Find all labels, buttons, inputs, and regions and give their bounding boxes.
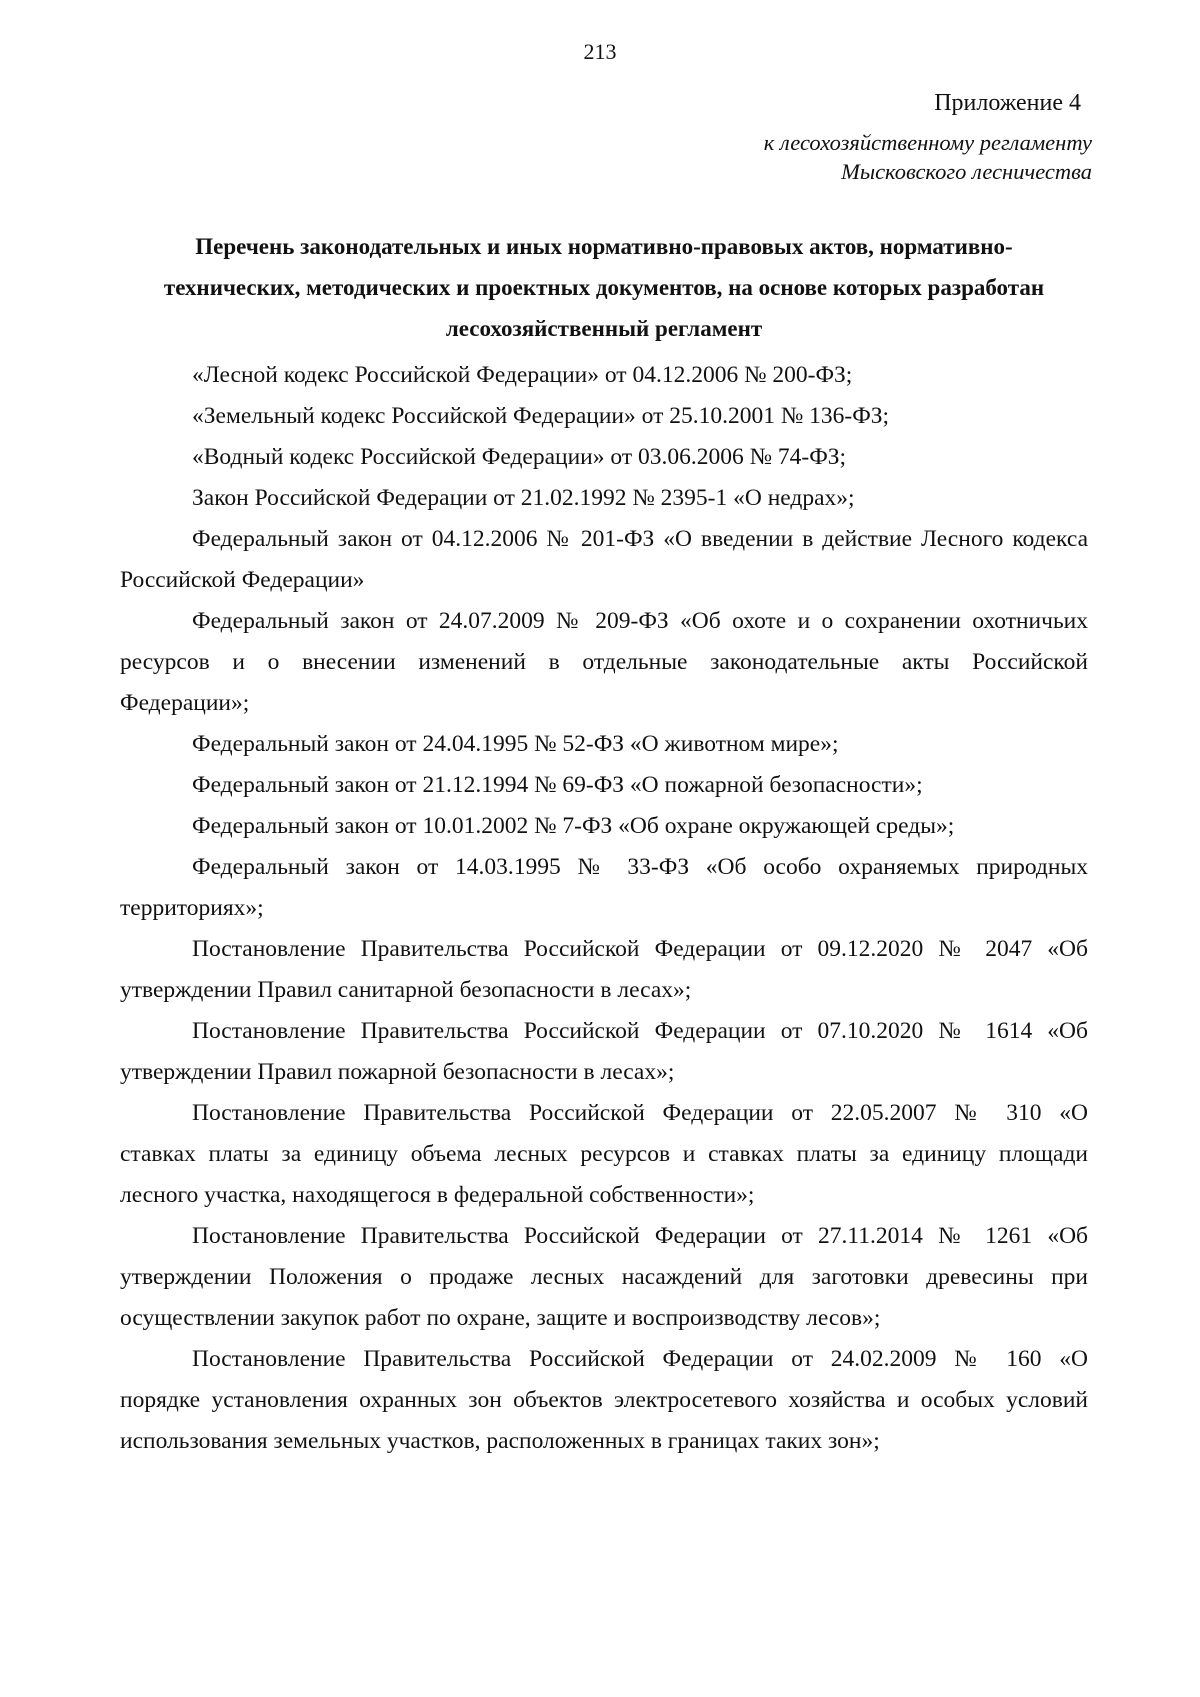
list-item-line: территориях»; — [120, 895, 264, 921]
list-item — [120, 396, 1088, 437]
legal-acts-list — [120, 355, 1088, 1462]
heading-line: лесохозяйственный регламент — [445, 316, 763, 341]
list-item-line: Федеральный закон от 24.04.1995 № 52-ФЗ «О животном мире»; — [192, 731, 839, 757]
list-item-line: Федеральный закон от 24.07.2009 № 209-ФЗ «Об охоте и о сохранении охотничьих — [192, 608, 1088, 634]
annex-subtitle-line: к лесохозяйственному регламенту — [763, 130, 1092, 155]
list-item — [120, 601, 1088, 724]
list-item-line: осуществлении закупок работ по охране, защите и воспроизводству лесов»; — [120, 1305, 881, 1331]
list-item-line: «Лесной кодекс Российской Федерации» от 04.12.2006 № 200-ФЗ; — [192, 362, 853, 388]
list-item — [120, 1216, 1088, 1339]
list-item-line: Постановление Правительства Российской Федерации от 24.02.2009 № 160 «О — [192, 1346, 1088, 1372]
annex-subtitle — [764, 128, 1092, 186]
list-item-line: утверждении Правил санитарной безопасности в лесах»; — [120, 977, 692, 1003]
list-item — [120, 1093, 1088, 1216]
heading-line: Перечень законодательных и иных нормативно-правовых актов, нормативно- — [195, 234, 1013, 259]
list-item-line: Федерации»; — [120, 690, 250, 716]
list-item-line: «Земельный кодекс Российской Федерации» от 25.10.2001 № 136-ФЗ; — [192, 403, 890, 429]
list-item — [120, 437, 1088, 478]
document-heading — [120, 226, 1088, 349]
list-item — [120, 765, 1088, 806]
list-item — [120, 519, 1088, 601]
list-item — [120, 806, 1088, 847]
annex-title: Приложение 4 — [934, 90, 1081, 116]
list-item — [120, 1011, 1088, 1093]
list-item-line: Федеральный закон от 21.12.1994 № 69-ФЗ «О пожарной безопасности»; — [192, 772, 923, 798]
list-item — [120, 478, 1088, 519]
list-item-line: Федеральный закон от 10.01.2002 № 7-ФЗ «Об охране окружающей среды»; — [192, 813, 955, 839]
list-item-line: «Водный кодекс Российской Федерации» от 03.06.2006 № 74-ФЗ; — [192, 444, 847, 470]
list-item-line: Федеральный закон от 04.12.2006 № 201-ФЗ «О введении в действие Лесного кодекса — [192, 526, 1088, 552]
list-item — [120, 724, 1088, 765]
list-item-line: Постановление Правительства Российской Федерации от 09.12.2020 № 2047 «Об — [192, 936, 1088, 962]
list-item-line: ресурсов и о внесении изменений в отдельные законодательные акты Российской — [120, 649, 1088, 675]
list-item — [120, 355, 1088, 396]
list-item — [120, 847, 1088, 929]
list-item-line: утверждении Положения о продаже лесных насаждений для заготовки древесины при — [120, 1264, 1088, 1290]
list-item-line: Постановление Правительства Российской Федерации от 07.10.2020 № 1614 «Об — [192, 1018, 1088, 1044]
list-item-line: лесного участка, находящегося в федеральной собственности»; — [120, 1182, 755, 1208]
annex-subtitle-line: Мысковского лесничества — [841, 159, 1092, 184]
list-item-line: Постановление Правительства Российской Федерации от 27.11.2014 № 1261 «Об — [192, 1223, 1088, 1249]
list-item-line: порядке установления охранных зон объектов электросетевого хозяйства и особых условий — [120, 1387, 1088, 1413]
list-item-line: использования земельных участков, расположенных в границах таких зон»; — [120, 1428, 880, 1454]
list-item-line: Федеральный закон от 14.03.1995 № 33-ФЗ «Об особо охраняемых природных — [192, 854, 1088, 880]
list-item-line: Постановление Правительства Российской Федерации от 22.05.2007 № 310 «О — [192, 1100, 1088, 1126]
list-item-line: ставках платы за единицу объема лесных ресурсов и ставках платы за единицу площади — [120, 1141, 1088, 1167]
list-item — [120, 929, 1088, 1011]
heading-line: технических, методических и проектных документов, на основе которых разработан — [163, 275, 1045, 300]
list-item-line: утверждении Правил пожарной безопасности в лесах»; — [120, 1059, 675, 1085]
list-item — [120, 1339, 1088, 1462]
page-number: 213 — [583, 39, 617, 64]
list-item-line: Закон Российской Федерации от 21.02.1992 № 2395-1 «О недрах»; — [192, 485, 855, 511]
list-item-line: Российской Федерации» — [120, 567, 365, 593]
